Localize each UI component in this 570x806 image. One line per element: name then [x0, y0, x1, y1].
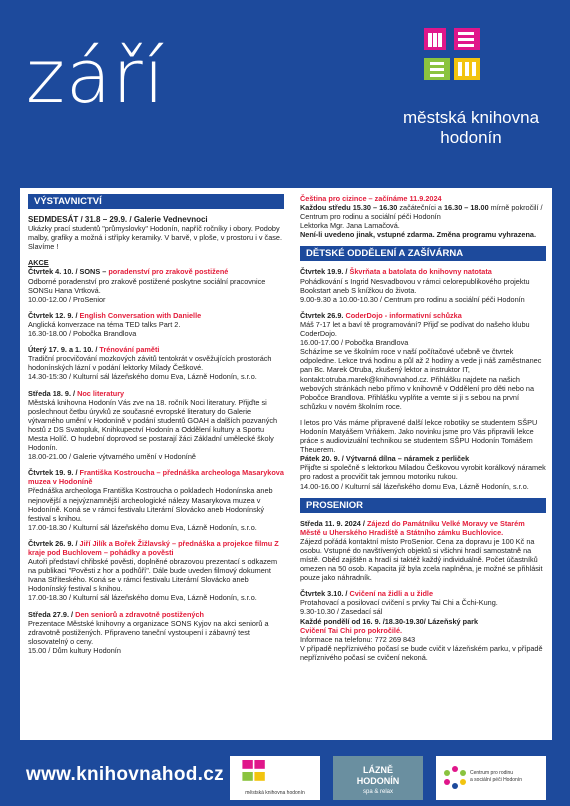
event-desc: I letos pro Vás máme připravené další lekce robotiky se studentem SŠPU Hodonín Matyášem Vrňákem. Jako novinku jsme pro Vás připravili lekce práce s audiovizuální technikou se studentem SŠPU Hodonín Tomášem Theuerem. — [300, 417, 538, 455]
library-logo-small-icon — [240, 760, 268, 788]
event-details: Scházíme se ve školním roce v naší počítačové učebně ve čtvrtek odpoledne. Lekce trvá hodinu a půl až 2 hodiny a vede ji náš zaměstnanec pan Bc. Marek Otruba, zkušený lektor a instruktor IT, kontakt:otruba.marek@knihovnahod.cz. Přihlášku najdete na našich webových stránkách nebo přímo v knihovně v Oddělení pro děti nebo na Pobočce Brandlova. Přihlášku vyplňte a vemte si ji s sebou na první schůzku v novém školním roce. — [300, 347, 542, 411]
event-desc: Autoři představí chřibské pověsti, doplněné obrazovou prezentací s odkazem na publikaci "Pověsti z hor a podhůří". Dále bude uveden filmový dokument Ivana Stříteského. Koná se v rámci festivalu Literární Slovácko aneb Hodonínský festival s knihou. — [28, 557, 278, 594]
event-date: Úterý 17. 9. a 1. 10. / — [28, 345, 100, 355]
event-desc: Ukázky prací studentů "průmyslovky" Hodonín, napříč ročníky i obory. Podoby malby, grafiky a možná i střípky keramiky. V barvě, v ploše, v prostoru i v čase. Slavíme ! — [28, 224, 282, 252]
event-when: 15.00 / Dům kultury Hodonín — [28, 645, 121, 655]
event-title: Den seniorů a zdravotně postižených — [75, 609, 205, 619]
event-desc: Zájezd pořádá kontaktní místo ProSenior. Cena za dopravu je 100 Kč na osobu. Vstupné do navštívených objektů si všichni hradí samostatně na místě. Oběd zajištěn a hradí si taktéž každý individuálně. Počet účastníků omezen na 50 osob. Kapacita již byla zcela naplněna, je možné se přihlásit pouze jako náhradník. — [300, 536, 543, 583]
admission-note: Není-li uvedeno jinak, vstupné zdarma. Změna programu vyhrazena. — [300, 230, 536, 240]
event-title: poradenství pro zrakově postižené — [108, 267, 229, 277]
event-when: 18.00-21.00 / Galerie výtvarného umění v Hodoníně — [28, 452, 196, 462]
center-logo-text-1: Centrum pro rodinu — [470, 770, 514, 776]
event-2 — [28, 311, 284, 338]
event-title: Čeština pro cizince – začínáme 11.9.2024 — [300, 194, 442, 203]
event-desc: Přednáška archeologa Františka Kostroucha o pokladech Hodonínska aneb nejnovější a nejvýznamnější archeologické nálezy Masarykova muzea v Hodoníně. Koná se v rámci festivalu Literární Slovácko aneb Hodonínský festival s knihou. — [28, 486, 273, 523]
event-desc: Tradiční procvičování mozkových závitů tentokrát v osvěžujících prostorách hodonínských lázní v podání lektorky Milady Češkové. — [28, 354, 272, 373]
event-title: Jiří Jilík a Bořek Žižlavský – přednáška a projekce filmu Z kraje pod Buchlovem – pohádky a pověsti — [28, 538, 279, 557]
footer-logo-center — [436, 756, 546, 800]
footer-logo-library — [230, 756, 320, 800]
event-3 — [28, 345, 284, 381]
brand-line-2: hodonín — [440, 128, 502, 147]
page-title: září — [26, 34, 166, 120]
kids-event-2 — [300, 311, 546, 411]
event-desc: mírně pokročilí / Centrum pro rodinu a sociální péči Hodonín — [300, 203, 543, 222]
library-logo-icon — [424, 28, 482, 98]
event-title: Cvičení Tai Chi pro pokročilé. — [300, 625, 403, 635]
header — [0, 0, 570, 185]
event-date: Čtvrtek 12. 9. / — [28, 310, 80, 320]
akce-label: AKCE — [28, 258, 49, 268]
event-desc: Protahovací a posilovací cvičení s prvky Tai Chi a Čchi-Kung. — [300, 598, 498, 608]
event-desc: začátečníci a — [397, 203, 444, 213]
event-time: 16.30 – 18.00 — [444, 203, 489, 213]
event-6 — [28, 539, 284, 603]
event-when: 9.30-10.30 / Zasedací sál — [300, 607, 383, 617]
event-title: SEDMDESÁT / 31.8 – 29.9. / Galerie Vednevnoci — [28, 215, 208, 224]
kids-event-3 — [300, 418, 546, 491]
event-when: 14.00-16.00 / Kulturní sál lázeňského domu Eva, Lázně Hodonín, s.r.o. — [300, 481, 529, 491]
event-date: Čtvrtek 4. 10. / SONS – — [28, 267, 109, 277]
brand-line-1: městská knihovna — [402, 108, 540, 127]
event-title: Františka Kostroucha – přednáška archeologa Masarykova muzea v Hodoníně — [28, 468, 284, 487]
event-desc: Informace na telefonu: 772 269 843 — [300, 634, 416, 644]
event-when: 17.00-18.30 / Kulturní sál lázeňského domu Eva, Lázně Hodonín, s.r.o. — [28, 522, 257, 532]
website-link[interactable]: www.knihovnahod.cz — [26, 764, 224, 785]
event-lecturer: Lektorka Mgr. Jana Lamačová. — [300, 221, 400, 231]
event-when: 16.00-17.00 / Pobočka Brandlova — [300, 338, 409, 348]
event-when: 10.00-12.00 / ProSenior — [28, 294, 106, 304]
event-desc: Pohádkování s Ingrid Nesvadbovou v rámci celorepublikového projektu Bookstart aneb S knížkou do života. — [300, 276, 530, 295]
spa-logo-top: LÁZNĚ — [363, 765, 393, 775]
event-desc: Odborné poradenství pro zrakově postižené poskytne sociální pracovnice SONSu Hana Vrtková. — [28, 276, 266, 295]
spa-logo-bottom: spa & relax — [362, 789, 393, 795]
event-7 — [28, 610, 284, 655]
footer — [0, 742, 570, 806]
event-note: V případě nepříznivého počasí se bude cvičit v lázeňském parku, v případě nepříznivého počasí se cvičení nekoná. — [300, 643, 543, 662]
event-title: Trénování paměti — [99, 345, 160, 355]
event-title: Pátek 20. 9. / Výtvarná dílna – náramek z perliček — [300, 454, 470, 464]
footer-logo-text: městská knihovna hodonín — [245, 790, 305, 796]
section-heading-prosenior: PROSENIOR — [300, 498, 546, 513]
event-date: Středa 27.9. / — [28, 609, 76, 619]
content-panel — [20, 188, 552, 740]
event-desc: Přijďte si společně s lektorkou Miladou Češkovou vyrobit korálkový náramek pro radost a procvičit tak jemnou motoriku rukou. — [300, 463, 546, 482]
czech-course — [300, 194, 546, 239]
kids-event-1 — [300, 267, 546, 303]
event-title: Noc literatury — [77, 388, 125, 398]
event-desc: Městská knihovna Hodonín Vás zve na 18. ročník Noci literatury. Přijďte si poslechnout četbu úryvků ze současné evropské literatury do Galerie výtvarného umění v Hodoníně v podání studentů GOAH a dalších pozvaných hostů z DS Svatopluk, Knihkupectví Hodonín a Oddělení kultury a Sportu Mesta Holíč. O hudební doprovod se postarají žáci Základní umělecké školy Hodonín. — [28, 397, 278, 453]
event-when: 14.30-15:30 / Kulturní sál lázeňského domu Eva, Lázně Hodonín, s.r.o. — [28, 372, 257, 382]
event-title: Cvičení na židli a u židle — [349, 589, 434, 599]
event-1 — [28, 258, 284, 303]
section-heading-children: DĚTSKÉ ODDĚLENÍ A ZAŠÍVÁRNA — [300, 246, 546, 261]
event-date: Čtvrtek 19. 9. / — [28, 468, 80, 478]
senior-event-2 — [300, 589, 546, 662]
event-when: 9.00-9.30 a 10.00-10.30 / Centrum pro rodinu a sociální péči Hodonín — [300, 294, 525, 304]
event-when: 16.30-18.00 / Pobočka Brandlova — [28, 329, 137, 339]
senior-event-1 — [300, 519, 546, 583]
family-center-logo-icon — [442, 764, 468, 790]
center-logo-text-2: a sociální péči Hodonín — [470, 777, 522, 783]
event-date: Středa 18. 9. / — [28, 388, 78, 398]
event-desc: Máš 7-17 let a baví tě programování? Přijď se podívat do našeho klubu CoderDojo. — [300, 319, 530, 339]
section-heading-exhibitions: VÝSTAVNICTVÍ — [28, 194, 284, 209]
event-date: Čtvrtek 3.10. / — [300, 589, 350, 599]
event-expo — [28, 215, 284, 251]
event-date: Čtvrtek 26. 9. / — [28, 538, 80, 548]
left-column — [28, 194, 284, 662]
spa-logo-mid: HODONÍN — [356, 776, 400, 786]
event-5 — [28, 468, 284, 532]
event-date: Středa 11. 9. 2024 / — [300, 518, 367, 528]
footer-logo-spa — [333, 756, 423, 800]
event-title: CoderDojo - informativní schůzka — [345, 310, 462, 320]
event-4 — [28, 389, 284, 462]
right-column — [300, 194, 546, 669]
event-title: Zájezd do Památníku Velké Moravy ve Starém Městě u Uherského Hradiště a Státního zámku Buchlovice. — [300, 518, 525, 537]
event-date: Čtvrtek 26.9. — [300, 310, 346, 320]
event-date: Každé pondělí od 16. 9. /18.30-19.30/ Lázeňský park — [300, 616, 479, 626]
event-title: English Conversation with Danielle — [79, 310, 202, 320]
event-desc: Anglická konverzace na téma TED talks Part 2. — [28, 319, 181, 329]
event-date: Čtvrtek 19.9. / — [300, 267, 350, 277]
event-title: Škvrňata a batolata do knihovny natotata — [349, 267, 492, 277]
event-time: Každou středu 15.30 – 16.30 — [300, 203, 398, 213]
event-when: 17.00-18.30 / Kulturní sál lázeňského domu Eva, Lázně Hodonín, s.r.o. — [28, 593, 257, 603]
event-desc: Prezentace Městské knihovny a organizace SONS Kyjov na akci seniorů a zdravotně postižených. Připraveno taneční vystoupení i zábavný test slosovatelný o ceny. — [28, 618, 269, 646]
